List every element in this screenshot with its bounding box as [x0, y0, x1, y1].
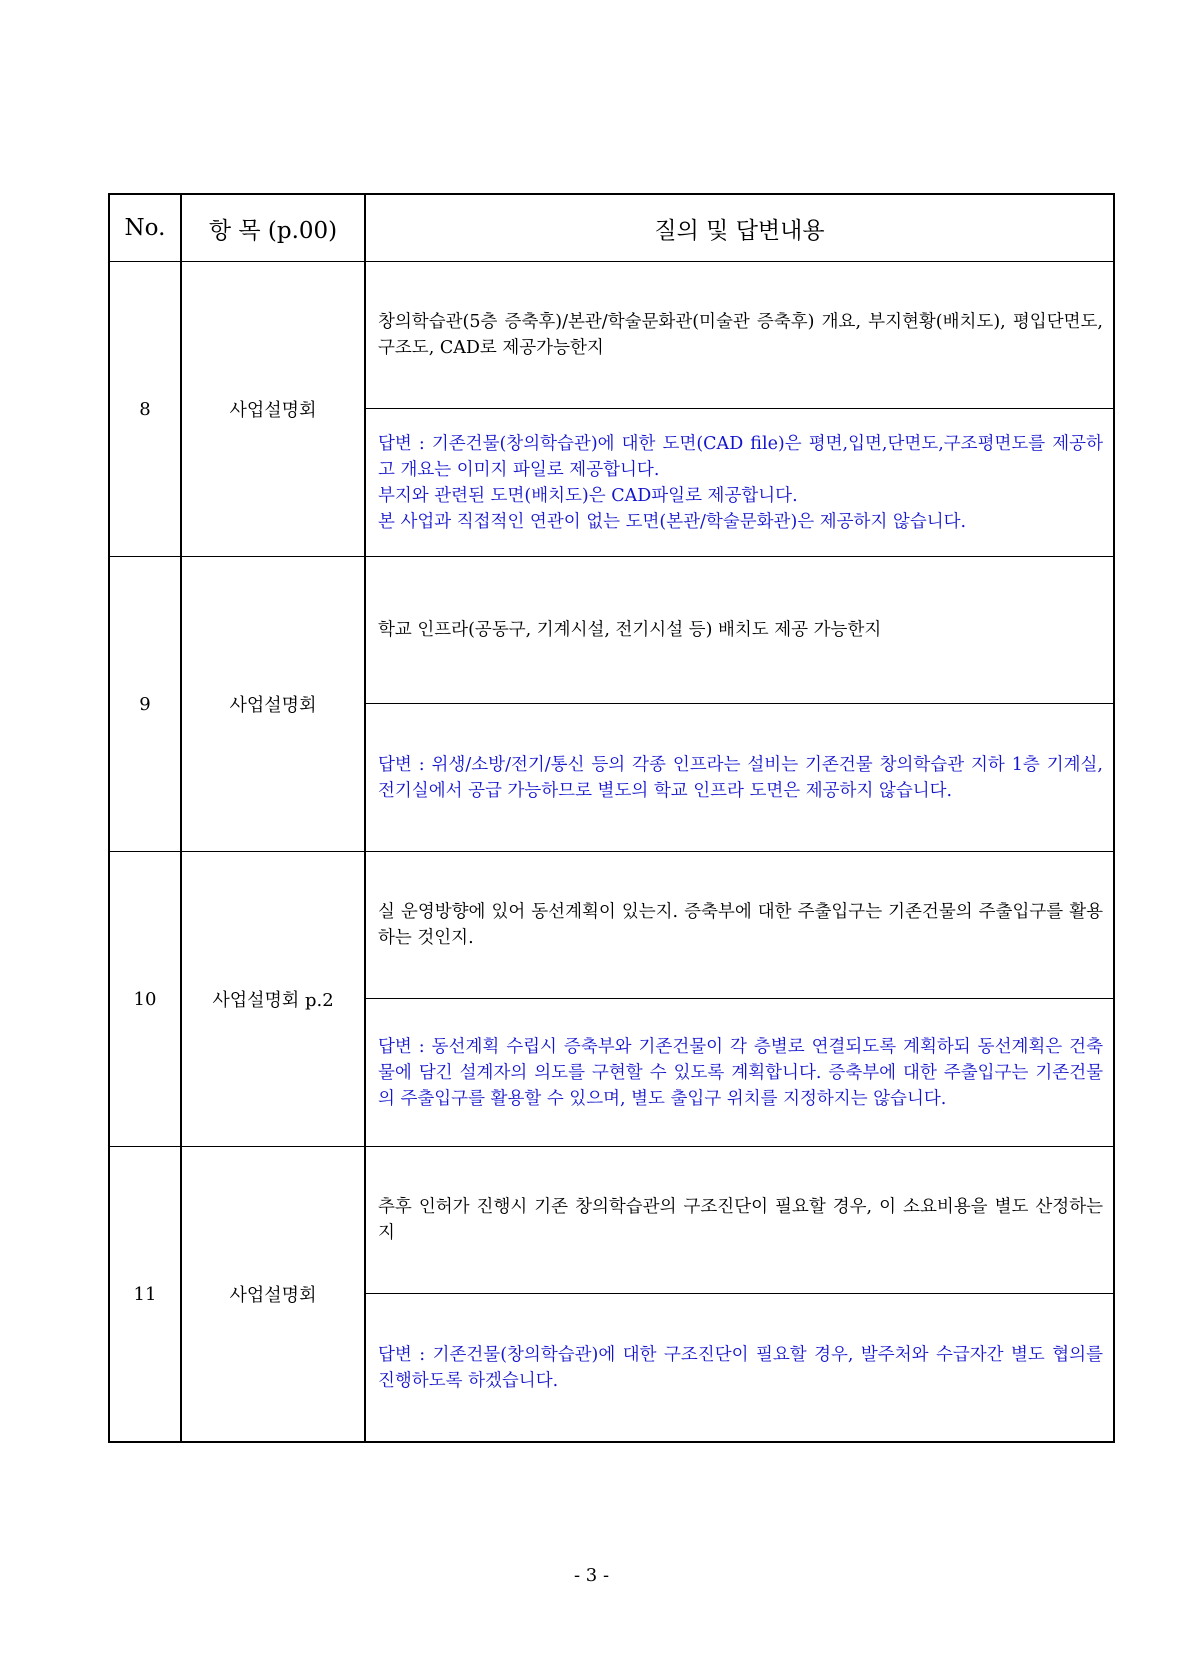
row-number: 11 [109, 1147, 181, 1443]
page-number: - 3 - [573, 1565, 610, 1586]
answer-line: 답변 : 동선계획 수립시 증축부와 기존건물이 각 층별로 연결되도록 계획하되 동선계획은 건축물에 담긴 설계자의 의도를 구현할 수 있도록 계획합니다. 증축부에 대한 주출입구는 기존건물의 주출입구를 활용할 수 있으며, 별도 출입구 위치를 지정하지는 않습니다. [378, 1036, 1103, 1109]
question-text: 창의학습관(5층 증축후)/본관/학술문화관(미술관 증축후) 개요, 부지현황(배치도), 평입단면도, 구조도, CAD로 제공가능한지 [365, 262, 1114, 409]
question-text: 실 운영방향에 있어 동선계획이 있는지. 증축부에 대한 주출입구는 기존건물의 주출입구를 활용하는 것인지. [365, 852, 1114, 999]
row-item: 사업설명회 p.2 [181, 852, 365, 1147]
answer-line: 부지와 관련된 도면(배치도)은 CAD파일로 제공합니다. [378, 485, 798, 506]
question-text: 추후 인허가 진행시 기존 창의학습관의 구조진단이 필요할 경우, 이 소요비용을 별도 산정하는지 [365, 1147, 1114, 1294]
answer-line: 답변 : 기존건물(창의학습관)에 대한 도면(CAD file)은 평면,입면,단면도,구조평면도를 제공하고 개요는 이미지 파일로 제공합니다. [378, 433, 1103, 480]
table-row [109, 1147, 1114, 1294]
header-item: 항 목 (p.00) [181, 194, 365, 262]
row-item: 사업설명회 [181, 1147, 365, 1443]
row-number: 9 [109, 557, 181, 852]
row-number: 8 [109, 262, 181, 557]
row-item: 사업설명회 [181, 262, 365, 557]
answer-line: 본 사업과 직접적인 연관이 없는 도면(본관/학술문화관)은 제공하지 않습니다. [378, 511, 967, 532]
answer-text [365, 999, 1114, 1147]
header-no: No. [109, 194, 181, 262]
answer-text [365, 1294, 1114, 1443]
table-row [109, 852, 1114, 999]
row-item: 사업설명회 [181, 557, 365, 852]
table-row [109, 557, 1114, 704]
table-row [109, 262, 1114, 409]
question-text: 학교 인프라(공동구, 기계시설, 전기시설 등) 배치도 제공 가능한지 [365, 557, 1114, 704]
qa-table [108, 193, 1115, 1443]
answer-text [365, 704, 1114, 852]
answer-text [365, 409, 1114, 557]
answer-line: 답변 : 위생/소방/전기/통신 등의 각종 인프라는 설비는 기존건물 창의학습관 지하 1층 기계실, 전기실에서 공급 가능하므로 별도의 학교 인프라 도면은 제공하지 않습니다. [378, 754, 1103, 801]
header-content: 질의 및 답변내용 [365, 194, 1114, 262]
table-header-row [109, 194, 1114, 262]
answer-line: 답변 : 기존건물(창의학습관)에 대한 구조진단이 필요할 경우, 발주처와 수급자간 별도 협의를 진행하도록 하겠습니다. [378, 1344, 1103, 1391]
row-number: 10 [109, 852, 181, 1147]
